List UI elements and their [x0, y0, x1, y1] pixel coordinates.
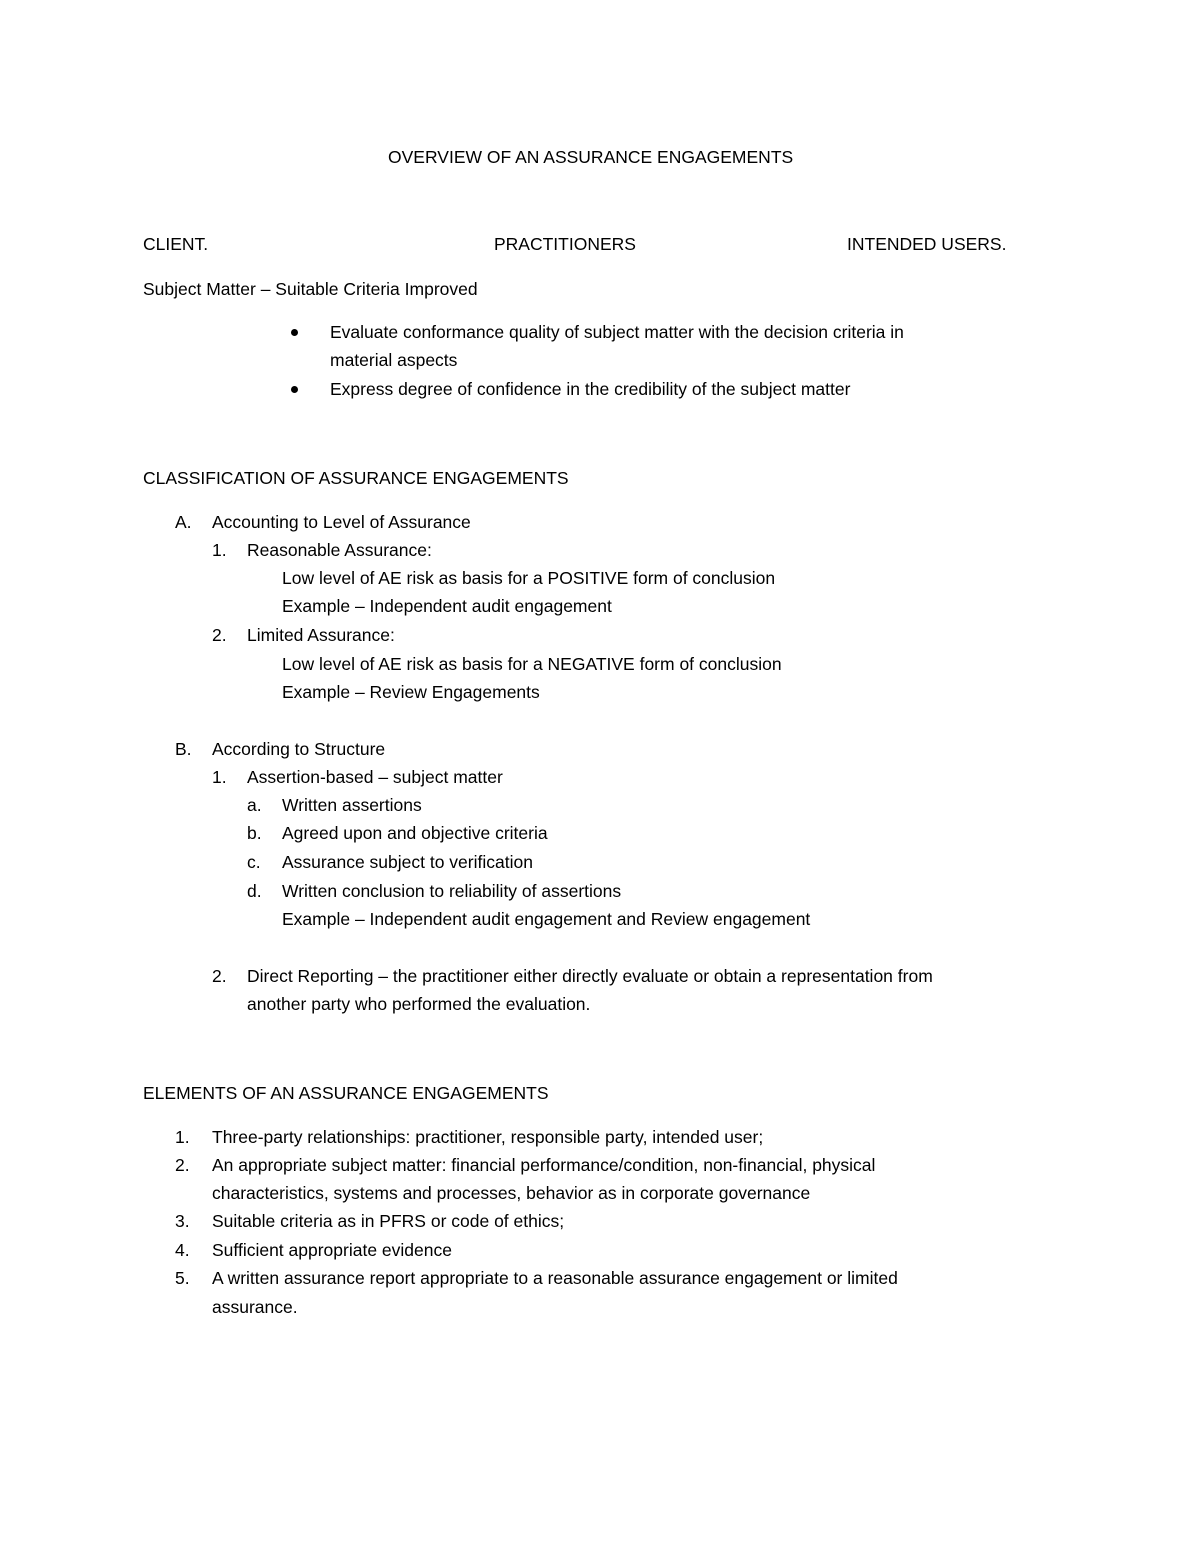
element-item-line: An appropriate subject matter: financial performance/condition, non-financial, physical — [212, 1155, 876, 1175]
party-practitioners: PRACTITIONERS — [494, 234, 636, 254]
elements-heading: ELEMENTS OF AN ASSURANCE ENGAGEMENTS — [143, 1083, 549, 1103]
detail-line: Example – Independent audit engagement and Review engagement — [282, 909, 811, 929]
bullet-item-line: Evaluate conformance quality of subject matter with the decision criteria in — [330, 322, 904, 342]
document-title: OVERVIEW OF AN ASSURANCE ENGAGEMENTS — [388, 147, 794, 167]
list-marker: 3. — [175, 1211, 190, 1231]
bullet-dot-icon — [291, 329, 298, 336]
element-item-line: assurance. — [212, 1297, 298, 1317]
element-item-line: Three-party relationships: practitioner, responsible party, intended user; — [212, 1127, 764, 1147]
list-marker: d. — [247, 881, 262, 901]
detail-line: Low level of AE risk as basis for a POSITIVE form of conclusion — [282, 568, 776, 588]
list-marker: 2. — [212, 966, 227, 986]
list-marker: c. — [247, 852, 261, 872]
detail-line: Example – Independent audit engagement — [282, 596, 612, 616]
sub-item: Written conclusion to reliability of assertions — [282, 881, 622, 901]
list-marker: 2. — [175, 1155, 190, 1175]
list-marker: 2. — [212, 625, 227, 645]
party-client: CLIENT. — [143, 234, 209, 254]
sub-item: Agreed upon and objective criteria — [282, 823, 548, 843]
section-a-label: Accounting to Level of Assurance — [212, 512, 471, 532]
list-marker: B. — [175, 739, 192, 759]
assertion-based-label: Assertion-based – subject matter — [247, 767, 503, 787]
element-item-line: Sufficient appropriate evidence — [212, 1240, 452, 1260]
list-marker: b. — [247, 823, 262, 843]
detail-line: Low level of AE risk as basis for a NEGATIVE form of conclusion — [282, 654, 782, 674]
list-marker: 5. — [175, 1268, 190, 1288]
limited-assurance-label: Limited Assurance: — [247, 625, 395, 645]
list-marker: 1. — [212, 767, 227, 787]
sub-item: Written assertions — [282, 795, 422, 815]
classification-heading: CLASSIFICATION OF ASSURANCE ENGAGEMENTS — [143, 468, 569, 488]
list-marker: 1. — [212, 540, 227, 560]
list-marker: a. — [247, 795, 262, 815]
bullet-item-line: material aspects — [330, 350, 458, 370]
reasonable-assurance-label: Reasonable Assurance: — [247, 540, 432, 560]
direct-reporting-line: Direct Reporting – the practitioner either directly evaluate or obtain a representation from — [247, 966, 933, 986]
sub-item: Assurance subject to verification — [282, 852, 533, 872]
list-marker: 4. — [175, 1240, 190, 1260]
section-b-label: According to Structure — [212, 739, 386, 759]
bullet-item-line: Express degree of confidence in the credibility of the subject matter — [330, 379, 851, 399]
element-item-line: Suitable criteria as in PFRS or code of ethics; — [212, 1211, 565, 1231]
subject-matter-line: Subject Matter – Suitable Criteria Improved — [143, 279, 478, 299]
element-item-line: characteristics, systems and processes, behavior as in corporate governance — [212, 1183, 811, 1203]
detail-line: Example – Review Engagements — [282, 682, 540, 702]
party-intended-users: INTENDED USERS. — [847, 234, 1007, 254]
element-item-line: A written assurance report appropriate to a reasonable assurance engagement or limited — [212, 1268, 898, 1288]
list-marker: A. — [175, 512, 192, 532]
list-marker: 1. — [175, 1127, 190, 1147]
bullet-dot-icon — [291, 386, 298, 393]
direct-reporting-line: another party who performed the evaluation. — [247, 994, 591, 1014]
